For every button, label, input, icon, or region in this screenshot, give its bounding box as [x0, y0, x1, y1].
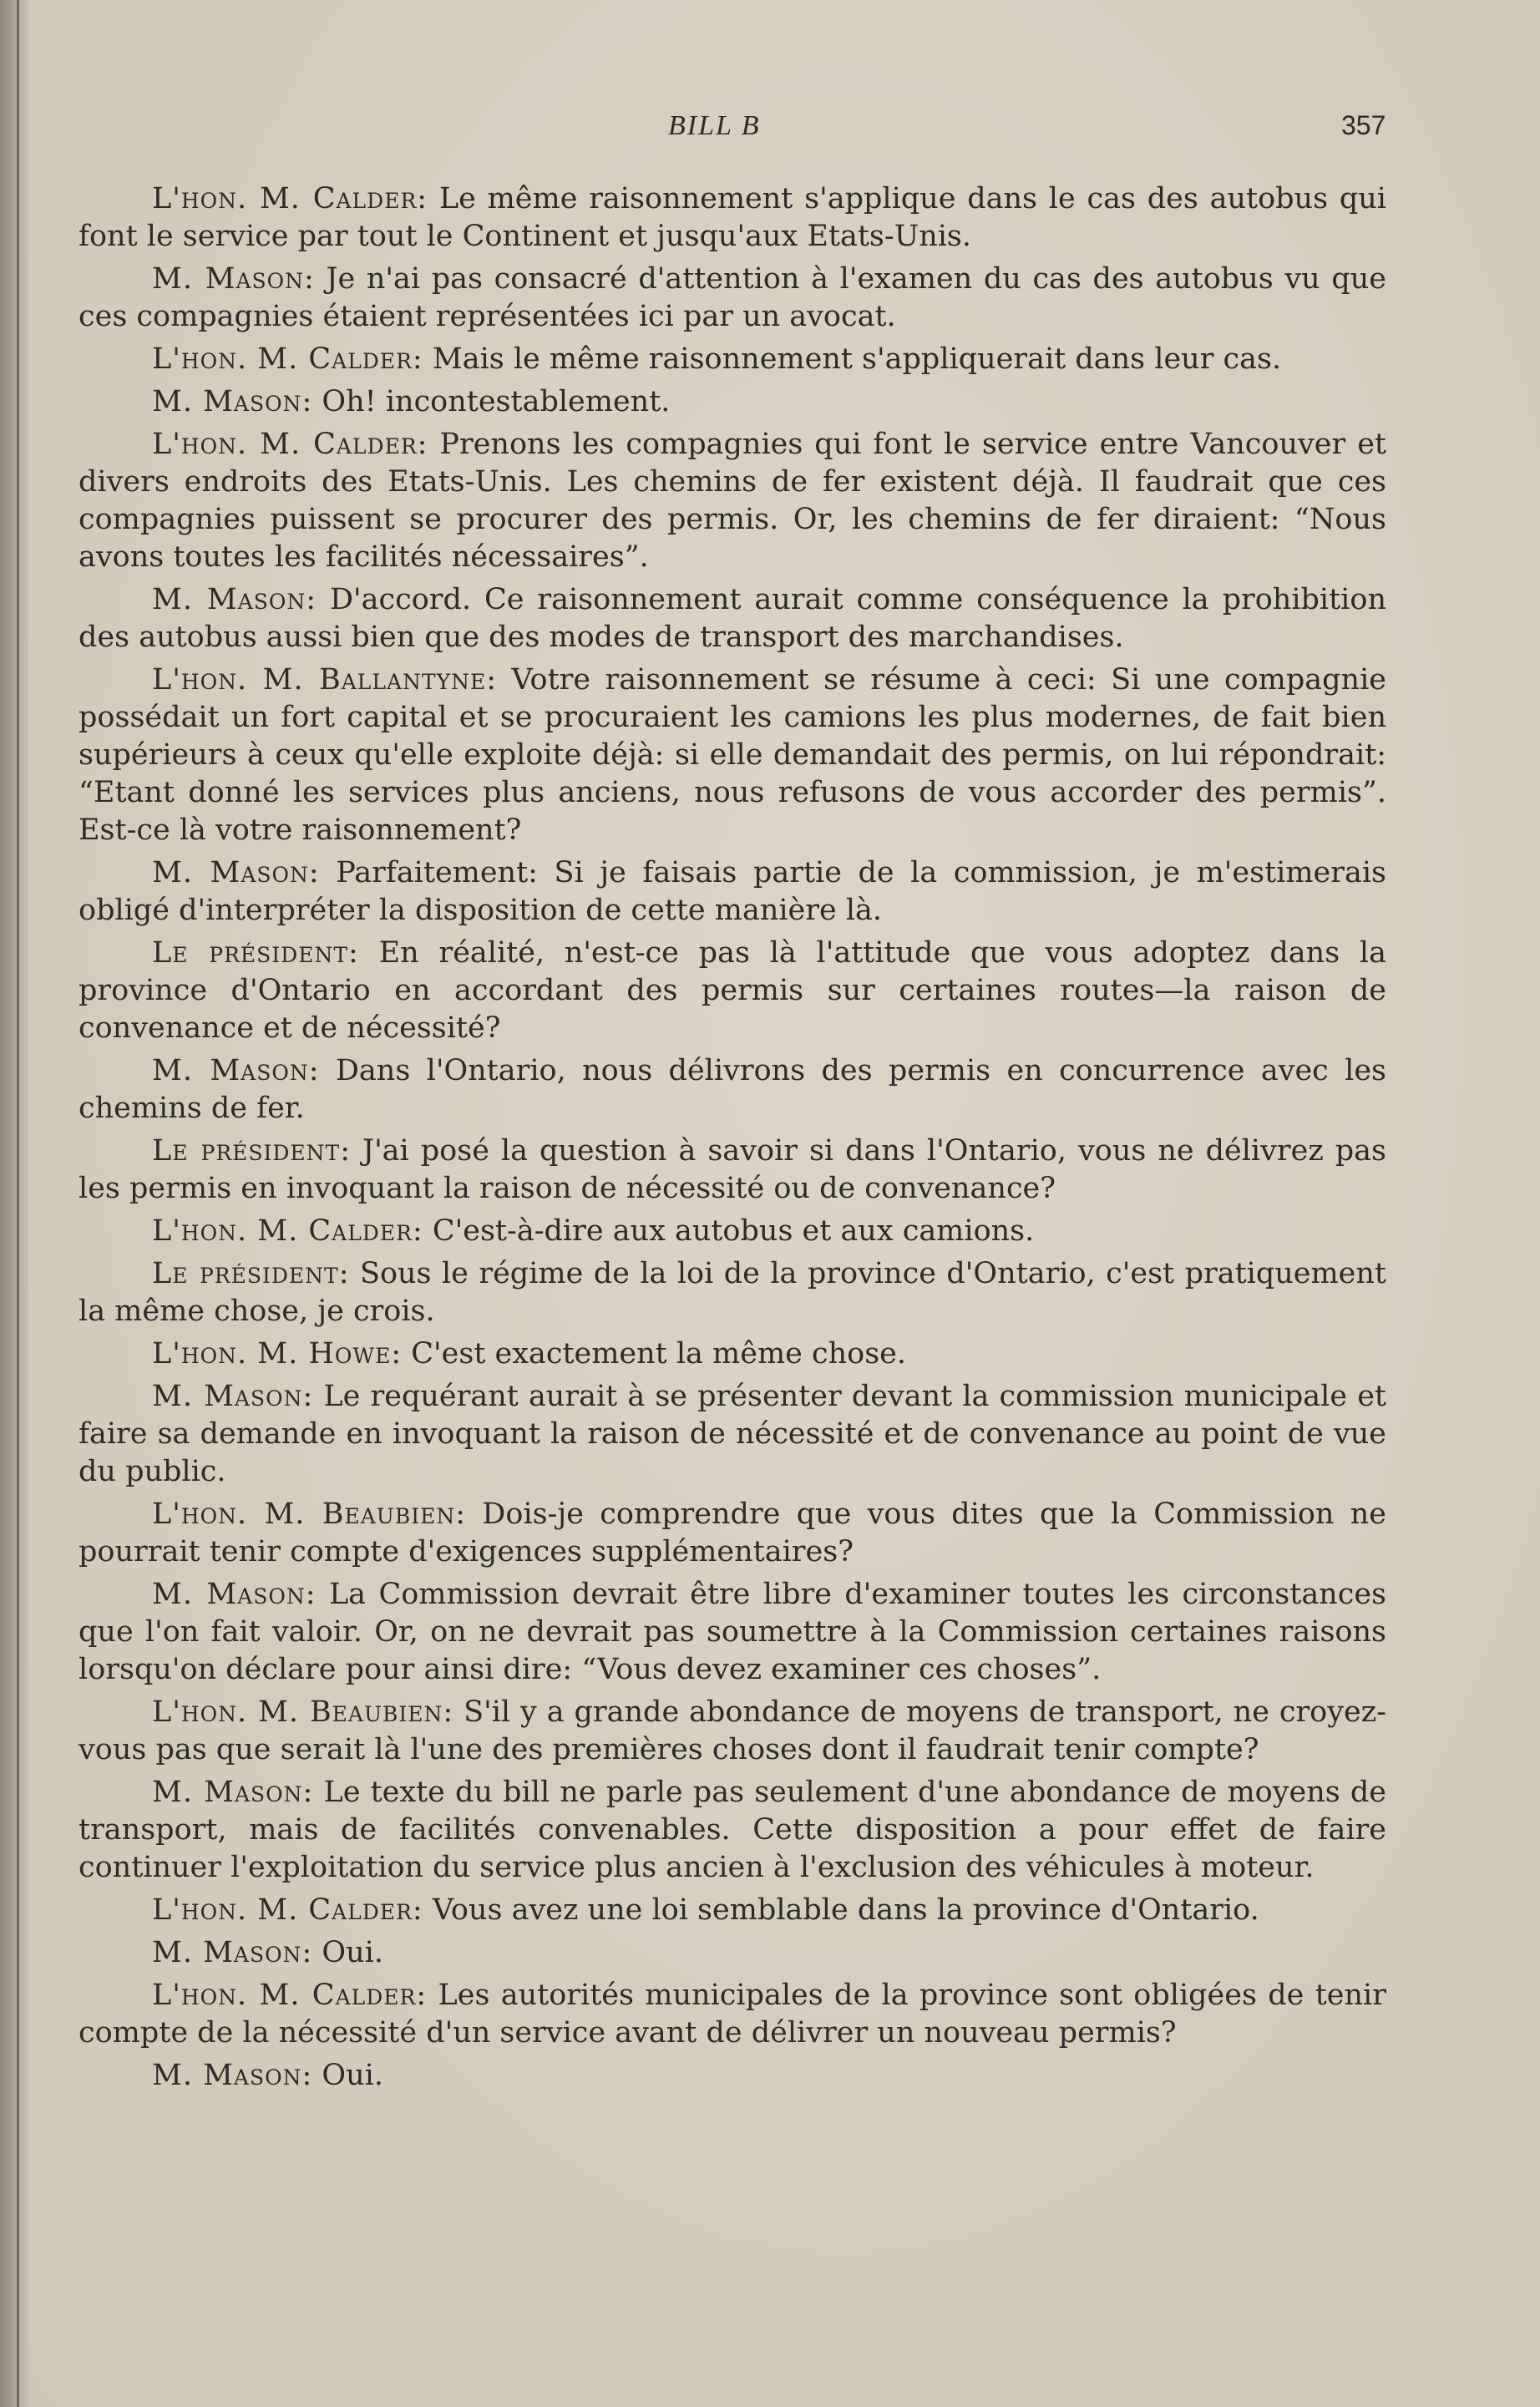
page-number: 357: [1341, 110, 1386, 140]
paragraph: [79, 1213, 1386, 1250]
paragraph-text: Les autorités municipales de la province sont obligées de tenir compte de la nécessité d'un service avant de délivrer un nouveau permis?: [79, 1979, 1386, 2050]
paragraph: [79, 854, 1386, 930]
paragraph-text: Oui.: [312, 2059, 383, 2092]
paragraph-text: Oh! incontestablement.: [312, 385, 671, 418]
paragraph-text: Mais le même raisonnement s'appliquerait dans leur cas.: [423, 342, 1282, 376]
speaker-name: M. Mason:: [152, 1054, 320, 1087]
paragraph: [79, 1977, 1386, 2052]
paragraph: [79, 1934, 1386, 1972]
paragraph: [79, 180, 1386, 256]
text-column: [79, 180, 1386, 2100]
paragraph: [79, 1052, 1386, 1127]
running-title: BILL B: [668, 110, 761, 141]
paragraph-text: Sous le régime de la loi de la province d'Ontario, c'est pratiquement la même chose, je crois.: [79, 1257, 1386, 1328]
paragraph-text: Votre raisonnement se résume à ceci: Si une compagnie possédait un fort capital et se procuraient les camions les plus modernes, de fait bien supérieurs à ceux qu'elle exploite déjà: si elle demandait des permis, on lui répondrait: “Etant donné les services plus anciens, nous refusons de vous accorder des permis”. Est-ce là votre raisonnement?: [79, 663, 1386, 847]
paragraph: [79, 261, 1386, 336]
paragraph: [79, 1255, 1386, 1330]
speaker-name: M. Mason:: [152, 1578, 317, 1611]
paragraph-text: C'est-à-dire aux autobus et aux camions.: [423, 1214, 1035, 1248]
paragraph-text: Le requérant aurait à se présenter devant la commission municipale et faire sa demande en invoquant la raison de nécessité et de convenance au point de vue du public.: [79, 1380, 1386, 1488]
speaker-name: L'hon. M. Calder:: [152, 182, 428, 215]
speaker-name: Le président:: [152, 1134, 352, 1168]
speaker-name: M. Mason:: [152, 262, 315, 296]
paragraph: [79, 1133, 1386, 1208]
speaker-name: M. Mason:: [152, 2059, 313, 2092]
paragraph-text: Dois-je comprendre que vous dites que la Commission ne pourrait tenir compte d'exigences supplémentaires?: [79, 1497, 1386, 1568]
speaker-name: L'hon. M. Ballantyne:: [152, 663, 498, 697]
speaker-name: Le président:: [152, 1257, 350, 1290]
paragraph: [79, 1496, 1386, 1571]
speaker-name: L'hon. M. Beaubien:: [152, 1695, 454, 1729]
page-binding-edge: [0, 0, 28, 2407]
paragraph: [79, 1576, 1386, 1689]
paragraph: [79, 426, 1386, 576]
speaker-name: M. Mason:: [152, 1380, 314, 1413]
speaker-name: L'hon. M. Howe:: [152, 1337, 403, 1371]
speaker-name: M. Mason:: [152, 583, 317, 616]
paragraph-text: Parfaitement: Si je faisais partie de la commission, je m'estimerais obligé d'interpréter la disposition de cette manière là.: [79, 856, 1386, 927]
paragraph-text: S'il y a grande abondance de moyens de transport, ne croyez-vous pas que serait là l'une des premières choses dont il faudrait tenir compte?: [79, 1695, 1387, 1766]
paragraph-text: C'est exactement la même chose.: [402, 1337, 906, 1371]
paragraph: [79, 1694, 1386, 1769]
paragraph-text: J'ai posé la question à savoir si dans l'Ontario, vous ne délivrez pas les permis en invoquant la raison de nécessité ou de convenance?: [79, 1134, 1386, 1205]
paragraph-text: Le même raisonnement s'applique dans le cas des autobus qui font le service par tout le Continent et jusqu'aux Etats-Unis.: [79, 182, 1386, 253]
paragraph: [79, 1774, 1386, 1887]
paragraph-text: Dans l'Ontario, nous délivrons des permis en concurrence avec les chemins de fer.: [79, 1054, 1386, 1125]
speaker-name: L'hon. M. Calder:: [152, 1979, 428, 2012]
speaker-name: Le président:: [152, 936, 359, 970]
paragraph-text: La Commission devrait être libre d'examiner toutes les circonstances que l'on fait valoir. Or, on ne devrait pas soumettre à la Commission certaines raisons lorsqu'on déclare pour ainsi dire: “Vous devez examiner ces choses”.: [79, 1578, 1386, 1686]
speaker-name: L'hon. M. Calder:: [152, 342, 423, 376]
paragraph: [79, 1378, 1386, 1491]
paragraph: [79, 1892, 1386, 1929]
speaker-name: M. Mason:: [152, 1936, 313, 1969]
speaker-name: M. Mason:: [152, 385, 313, 418]
paragraph-text: Oui.: [312, 1936, 383, 1969]
paragraph: [79, 1335, 1386, 1373]
speaker-name: L'hon. M. Calder:: [152, 428, 428, 461]
paragraph: [79, 2057, 1386, 2095]
paragraph-text: Prenons les compagnies qui font le service entre Vancouver et divers endroits des Etats-Unis. Les chemins de fer existent déjà. Il faudrait que ces compagnies puissent se procurer des permis. Or, les chemins de fer diraient: “Nous avons toutes les facilités nécessaires”.: [79, 428, 1386, 574]
paragraph: [79, 661, 1386, 849]
paragraph-text: Je n'ai pas consacré d'attention à l'examen du cas des autobus vu que ces compagnies étaient représentées ici par un avocat.: [79, 262, 1386, 333]
paragraph-text: Vous avez une loi semblable dans la province d'Ontario.: [423, 1893, 1259, 1927]
speaker-name: L'hon. M. Beaubien:: [152, 1497, 466, 1531]
speaker-name: M. Mason:: [152, 1776, 314, 1809]
speaker-name: M. Mason:: [152, 856, 320, 889]
running-header: [0, 110, 1540, 152]
paragraph: [79, 581, 1386, 656]
paragraph-text: En réalité, n'est-ce pas là l'attitude que vous adoptez dans la province d'Ontario en accordant des permis sur certaines routes—la raison de convenance et de nécessité?: [79, 936, 1386, 1045]
paragraph: [79, 935, 1386, 1047]
paragraph-text: Le texte du bill ne parle pas seulement d'une abondance de moyens de transport, mais de facilités convenables. Cette disposition a pour effet de faire continuer l'exploitation du service plus ancien à l'exclusion des véhicules à moteur.: [79, 1776, 1386, 1884]
speaker-name: L'hon. M. Calder:: [152, 1214, 423, 1248]
speaker-name: L'hon. M. Calder:: [152, 1893, 423, 1927]
paragraph: [79, 341, 1386, 378]
paragraph-text: D'accord. Ce raisonnement aurait comme conséquence la prohibition des autobus aussi bien que des modes de transport des marchandises.: [79, 583, 1386, 654]
paragraph: [79, 383, 1386, 421]
